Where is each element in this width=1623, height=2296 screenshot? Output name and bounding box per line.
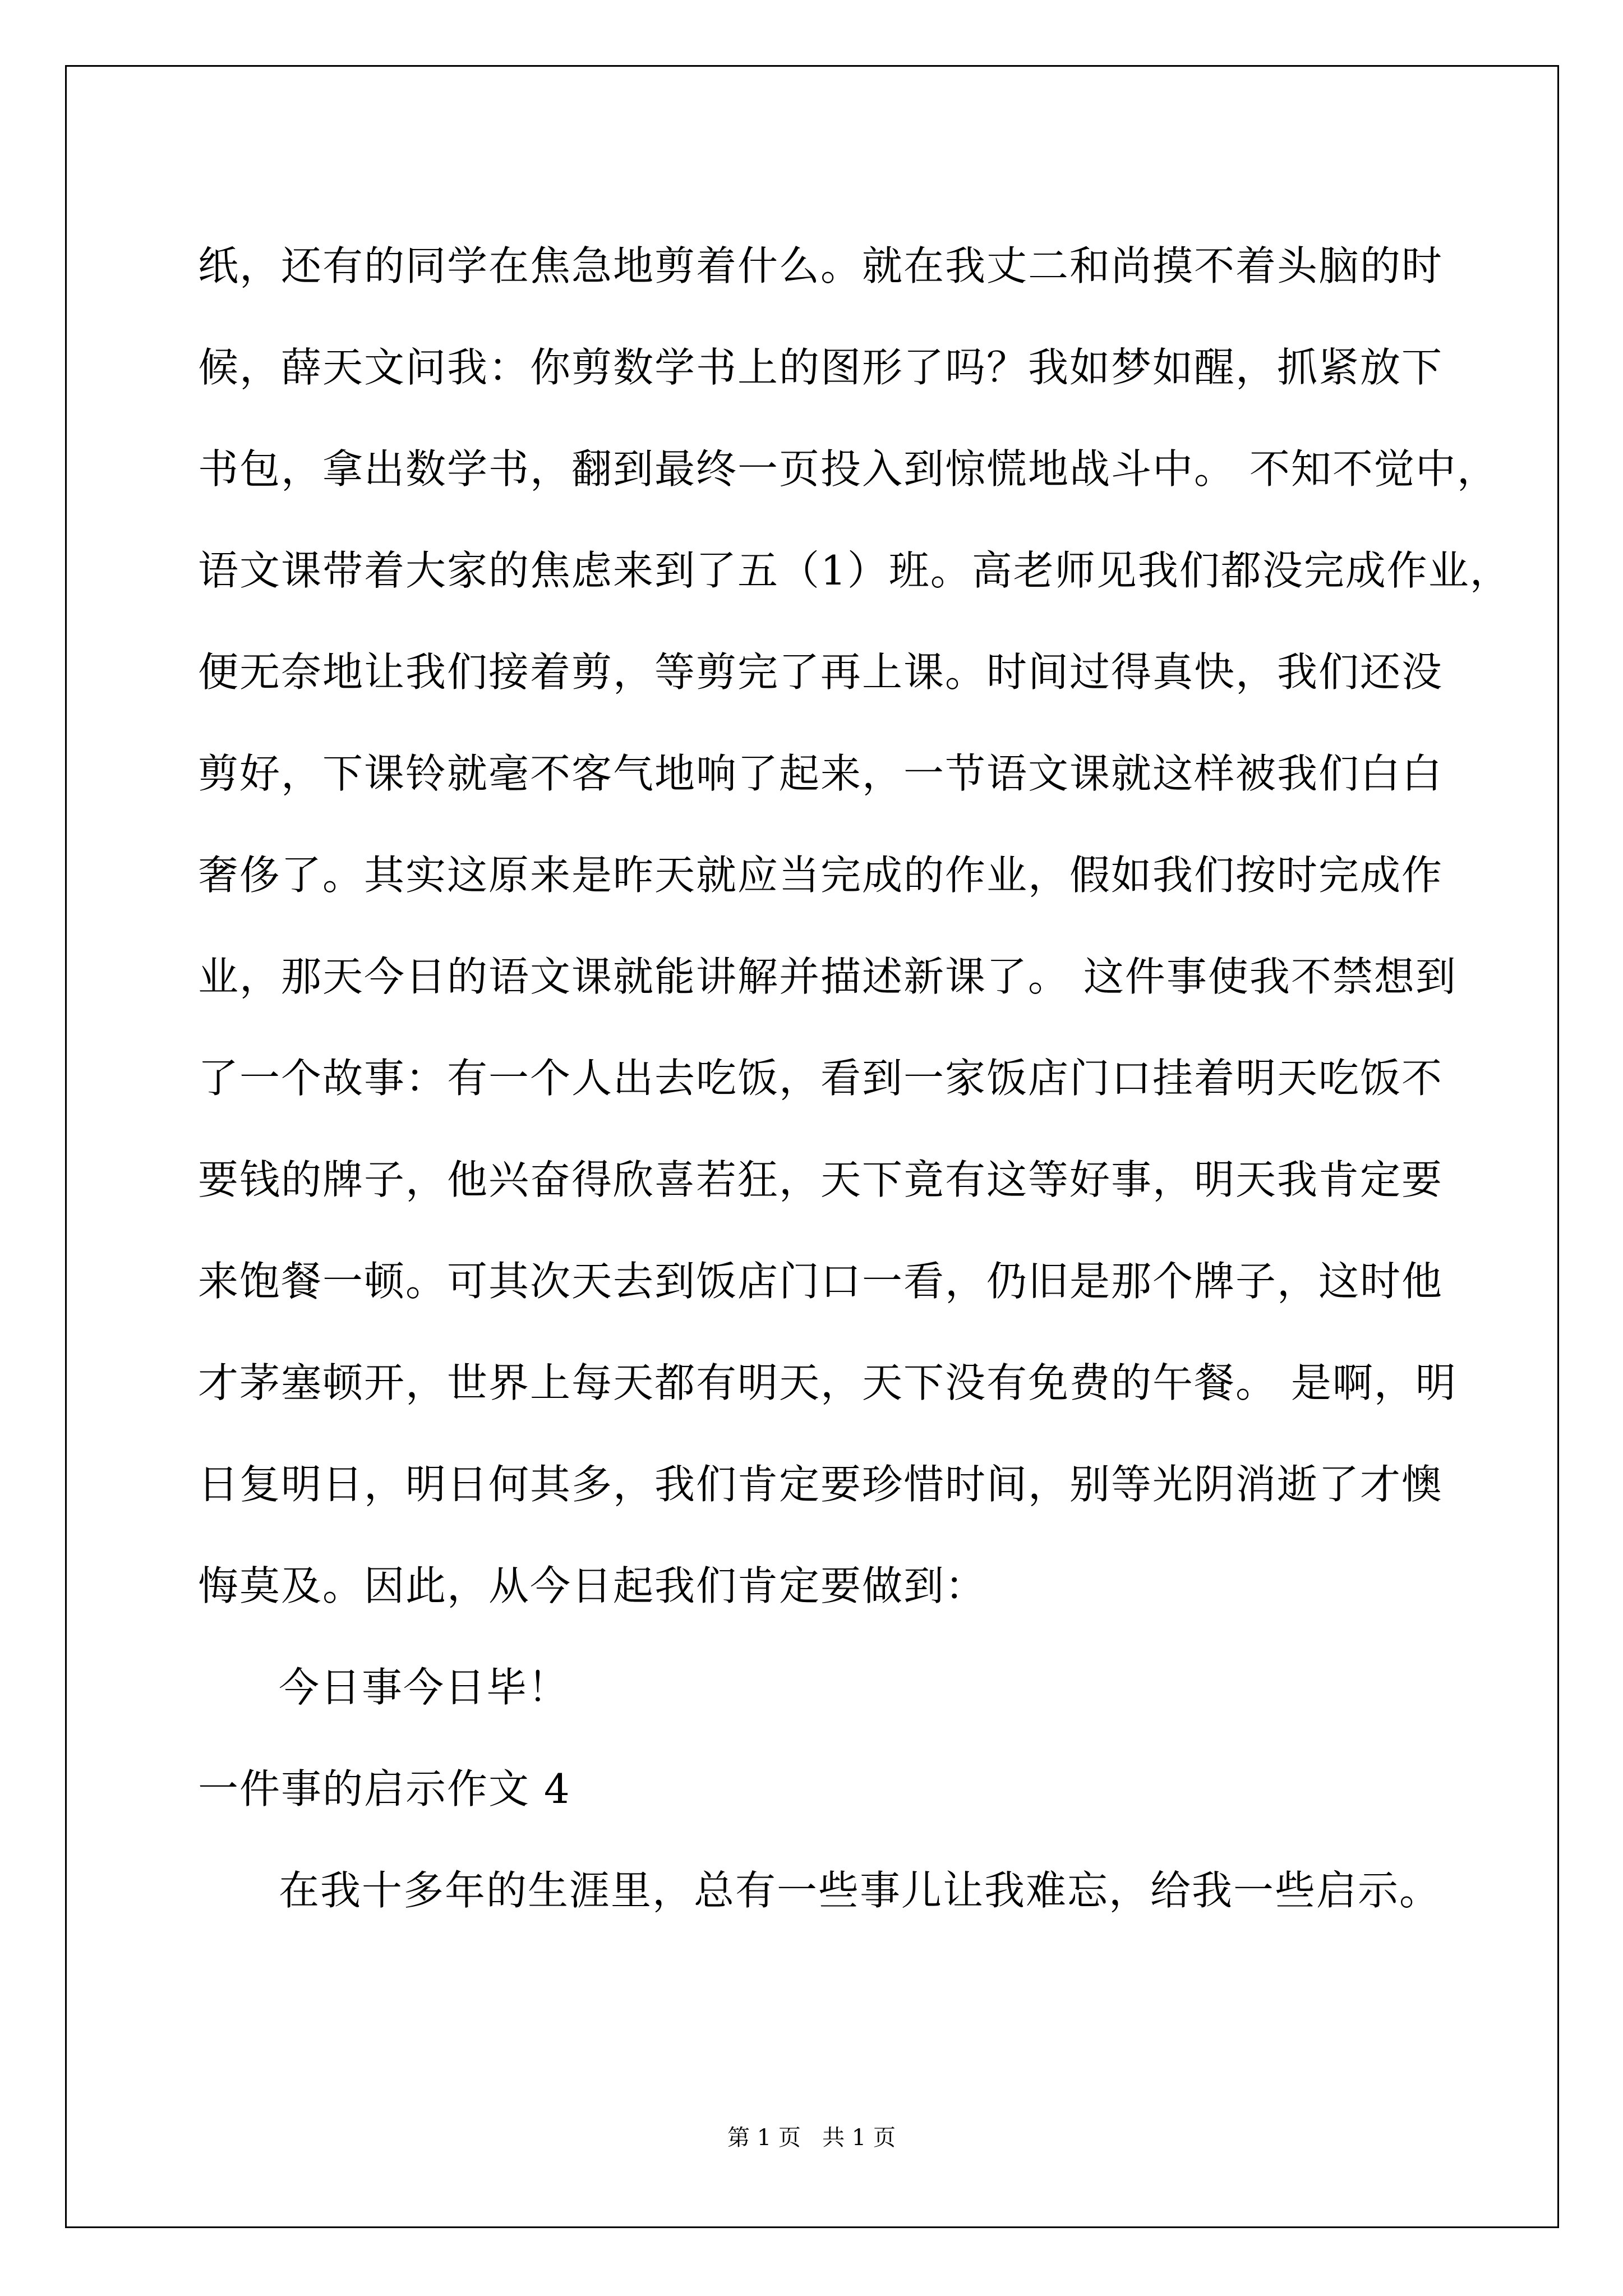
paragraph-line: 了一个故事：有一个人出去吃饭，看到一家饭店门口挂着明天吃饭不 bbox=[198, 1055, 1444, 1102]
paragraph-line: 业，那天今日的语文课就能讲解并描述新课了。 这件事使我不禁想到 bbox=[198, 953, 1457, 1000]
paragraph-line: 才茅塞顿开，世界上每天都有明天，天下没有免费的午餐。 是啊，明 bbox=[198, 1359, 1457, 1406]
page-footer: 第 1 页 共 1 页 bbox=[727, 2125, 896, 2151]
paragraph-line: 候，薛天文问我：你剪数学书上的图形了吗？我如梦如醒，抓紧放下 bbox=[198, 344, 1444, 391]
document-body bbox=[198, 215, 1511, 1941]
paragraph-line: 语文课带着大家的焦虑来到了五（1）班。高老师见我们都没完成作业， bbox=[198, 547, 1511, 594]
paragraph-line: 来饱餐一顿。可其次天去到饭店门口一看，仍旧是那个牌子，这时他 bbox=[198, 1258, 1444, 1305]
paragraph-line: 便无奈地让我们接着剪，等剪完了再上课。时间过得真快，我们还没 bbox=[198, 648, 1444, 696]
paragraph-line: 日复明日，明日何其多，我们肯定要珍惜时间，别等光阴消逝了才懊 bbox=[198, 1461, 1444, 1508]
paragraph-line: 纸，还有的同学在焦急地剪着什么。就在我丈二和尚摸不着头脑的时 bbox=[198, 242, 1444, 289]
section-title: 一件事的启示作文 4 bbox=[198, 1765, 571, 1812]
paragraph-line: 悔莫及。因此，从今日起我们肯定要做到： bbox=[198, 1562, 987, 1609]
closing-line: 今日事今日毕！ bbox=[279, 1664, 570, 1711]
paragraph-line: 奢侈了。其实这原来是昨天就应当完成的作业，假如我们按时完成作 bbox=[198, 852, 1444, 899]
paragraph-line: 剪好，下课铃就毫不客气地响了起来，一节语文课就这样被我们白白 bbox=[198, 750, 1444, 797]
paragraph-line: 书包，拿出数学书，翻到最终一页投入到惊慌地战斗中。 不知不觉中， bbox=[198, 445, 1498, 493]
paragraph-opening-line: 在我十多年的生涯里，总有一些事儿让我难忘，给我一些启示。 bbox=[279, 1867, 1441, 1914]
paragraph-line: 要钱的牌子，他兴奋得欣喜若狂，天下竟有这等好事，明天我肯定要 bbox=[198, 1156, 1444, 1203]
